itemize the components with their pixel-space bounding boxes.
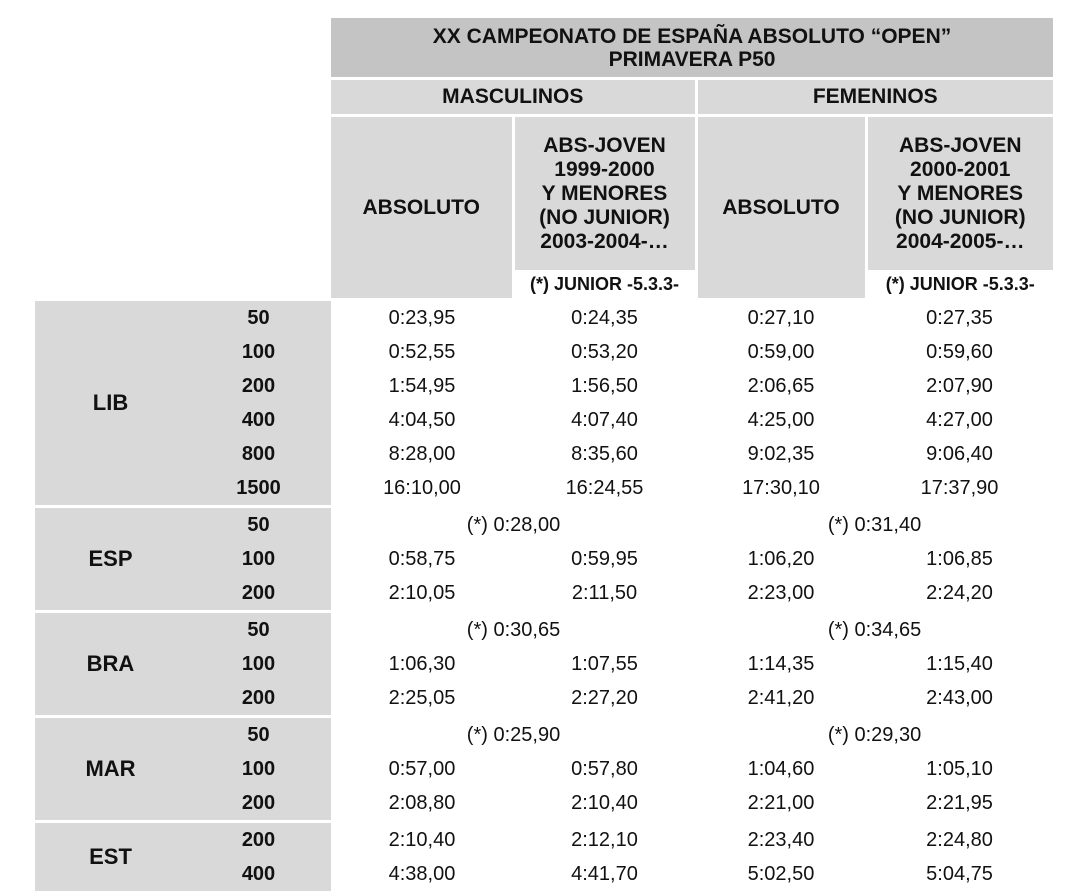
table-row bbox=[35, 542, 1053, 576]
m-joven-line: (NO JUNIOR) bbox=[515, 206, 695, 230]
masculinos-merged-time: (*) 0:25,90 bbox=[331, 717, 696, 753]
m-absoluto-time: 1:06,30 bbox=[331, 647, 513, 681]
f-joven-time: 4:27,00 bbox=[866, 403, 1053, 437]
m-joven-time: 4:41,70 bbox=[513, 857, 696, 891]
distance-label: 200 bbox=[186, 822, 331, 858]
event-label: ESP bbox=[35, 507, 186, 612]
f-absoluto-time: 2:06,65 bbox=[696, 369, 866, 403]
table-row bbox=[35, 612, 1053, 648]
m-junior-note: (*) JUNIOR -5.3.3- bbox=[513, 270, 696, 300]
masculinos-merged-time: (*) 0:30,65 bbox=[331, 612, 696, 648]
f-joven-time: 2:07,90 bbox=[866, 369, 1053, 403]
m-joven-time: 2:27,20 bbox=[513, 681, 696, 717]
masculinos-header: MASCULINOS bbox=[331, 79, 696, 116]
distance-label: 50 bbox=[186, 300, 331, 336]
f-joven-line: ABS-JOVEN bbox=[868, 134, 1054, 158]
distance-label: 200 bbox=[186, 786, 331, 822]
distance-label: 200 bbox=[186, 369, 331, 403]
table-row bbox=[35, 786, 1053, 822]
m-joven-time: 1:07,55 bbox=[513, 647, 696, 681]
f-joven-time: 2:43,00 bbox=[866, 681, 1053, 717]
m-absoluto-time: 0:23,95 bbox=[331, 300, 513, 336]
f-joven-time: 1:06,85 bbox=[866, 542, 1053, 576]
f-absoluto-time: 0:59,00 bbox=[696, 335, 866, 369]
f-joven-time: 2:24,80 bbox=[866, 822, 1053, 858]
f-absoluto-time: 2:41,20 bbox=[696, 681, 866, 717]
m-joven-time: 2:11,50 bbox=[513, 576, 696, 612]
f-joven-header bbox=[866, 116, 1053, 271]
f-absoluto-header: ABSOLUTO bbox=[696, 116, 866, 300]
m-joven-time: 0:57,80 bbox=[513, 752, 696, 786]
distance-label: 50 bbox=[186, 612, 331, 648]
m-absoluto-time: 4:04,50 bbox=[331, 403, 513, 437]
m-joven-time: 4:07,40 bbox=[513, 403, 696, 437]
f-joven-time: 5:04,75 bbox=[866, 857, 1053, 891]
f-joven-line: 2004-2005-… bbox=[868, 230, 1054, 254]
table-row bbox=[35, 822, 1053, 858]
m-absoluto-time: 0:57,00 bbox=[331, 752, 513, 786]
femeninos-merged-time: (*) 0:29,30 bbox=[696, 717, 1053, 753]
distance-label: 1500 bbox=[186, 471, 331, 507]
table-row bbox=[35, 576, 1053, 612]
f-joven-time: 1:15,40 bbox=[866, 647, 1053, 681]
distance-label: 200 bbox=[186, 681, 331, 717]
table-row bbox=[35, 717, 1053, 753]
corner-blank bbox=[35, 18, 331, 300]
m-absoluto-time: 2:10,40 bbox=[331, 822, 513, 858]
f-absoluto-time: 1:06,20 bbox=[696, 542, 866, 576]
femeninos-merged-time: (*) 0:31,40 bbox=[696, 507, 1053, 543]
f-absoluto-time: 2:23,00 bbox=[696, 576, 866, 612]
f-joven-time: 2:21,95 bbox=[866, 786, 1053, 822]
f-joven-time: 9:06,40 bbox=[866, 437, 1053, 471]
femeninos-merged-time: (*) 0:34,65 bbox=[696, 612, 1053, 648]
f-absoluto-time: 0:27,10 bbox=[696, 300, 866, 336]
f-absoluto-time: 2:21,00 bbox=[696, 786, 866, 822]
distance-label: 50 bbox=[186, 717, 331, 753]
femeninos-header: FEMENINOS bbox=[696, 79, 1053, 116]
m-joven-time: 2:10,40 bbox=[513, 786, 696, 822]
distance-label: 400 bbox=[186, 857, 331, 891]
table-row bbox=[35, 857, 1053, 891]
event-label: MAR bbox=[35, 717, 186, 822]
event-label: EST bbox=[35, 822, 186, 891]
table-row bbox=[35, 507, 1053, 543]
distance-label: 50 bbox=[186, 507, 331, 543]
f-absoluto-time: 2:23,40 bbox=[696, 822, 866, 858]
m-joven-time: 16:24,55 bbox=[513, 471, 696, 507]
m-absoluto-time: 2:10,05 bbox=[331, 576, 513, 612]
f-joven-line: 2000-2001 bbox=[868, 158, 1054, 182]
f-joven-line: Y MENORES bbox=[868, 182, 1054, 206]
championship-title bbox=[331, 18, 1053, 79]
f-joven-time: 17:37,90 bbox=[866, 471, 1053, 507]
m-absoluto-time: 1:54,95 bbox=[331, 369, 513, 403]
m-joven-time: 0:53,20 bbox=[513, 335, 696, 369]
m-absoluto-time: 2:08,80 bbox=[331, 786, 513, 822]
m-joven-line: Y MENORES bbox=[515, 182, 695, 206]
f-absoluto-time: 17:30,10 bbox=[696, 471, 866, 507]
table-row bbox=[35, 752, 1053, 786]
event-label: BRA bbox=[35, 612, 186, 717]
table-row bbox=[35, 403, 1053, 437]
f-junior-note: (*) JUNIOR -5.3.3- bbox=[866, 270, 1053, 300]
m-joven-time: 0:24,35 bbox=[513, 300, 696, 336]
event-label: LIB bbox=[35, 300, 186, 507]
f-absoluto-time: 1:14,35 bbox=[696, 647, 866, 681]
m-joven-time: 1:56,50 bbox=[513, 369, 696, 403]
table-row bbox=[35, 369, 1053, 403]
masculinos-merged-time: (*) 0:28,00 bbox=[331, 507, 696, 543]
m-absoluto-time: 16:10,00 bbox=[331, 471, 513, 507]
distance-label: 200 bbox=[186, 576, 331, 612]
table-row bbox=[35, 437, 1053, 471]
m-absoluto-time: 0:58,75 bbox=[331, 542, 513, 576]
m-joven-line: 1999-2000 bbox=[515, 158, 695, 182]
m-joven-header bbox=[513, 116, 696, 271]
m-absoluto-time: 0:52,55 bbox=[331, 335, 513, 369]
table-row bbox=[35, 300, 1053, 336]
m-absoluto-header: ABSOLUTO bbox=[331, 116, 513, 300]
m-absoluto-time: 8:28,00 bbox=[331, 437, 513, 471]
title-line-2: PRIMAVERA P50 bbox=[331, 48, 1053, 71]
f-joven-line: (NO JUNIOR) bbox=[868, 206, 1054, 230]
f-joven-time: 0:59,60 bbox=[866, 335, 1053, 369]
table-row bbox=[35, 335, 1053, 369]
f-absoluto-time: 1:04,60 bbox=[696, 752, 866, 786]
m-joven-time: 2:12,10 bbox=[513, 822, 696, 858]
m-absoluto-time: 2:25,05 bbox=[331, 681, 513, 717]
f-joven-time: 0:27,35 bbox=[866, 300, 1053, 336]
f-joven-time: 2:24,20 bbox=[866, 576, 1053, 612]
title-line-1: XX CAMPEONATO DE ESPAÑA ABSOLUTO “OPEN” bbox=[331, 25, 1053, 48]
distance-label: 100 bbox=[186, 752, 331, 786]
m-joven-line: ABS-JOVEN bbox=[515, 134, 695, 158]
m-absoluto-time: 4:38,00 bbox=[331, 857, 513, 891]
table-row bbox=[35, 471, 1053, 507]
distance-label: 100 bbox=[186, 647, 331, 681]
m-joven-time: 0:59,95 bbox=[513, 542, 696, 576]
m-joven-line: 2003-2004-… bbox=[515, 230, 695, 254]
f-absoluto-time: 9:02,35 bbox=[696, 437, 866, 471]
times-table bbox=[35, 18, 1053, 891]
distance-label: 800 bbox=[186, 437, 331, 471]
distance-label: 100 bbox=[186, 335, 331, 369]
table-row bbox=[35, 647, 1053, 681]
m-joven-time: 8:35,60 bbox=[513, 437, 696, 471]
distance-label: 100 bbox=[186, 542, 331, 576]
f-absoluto-time: 4:25,00 bbox=[696, 403, 866, 437]
f-joven-time: 1:05,10 bbox=[866, 752, 1053, 786]
distance-label: 400 bbox=[186, 403, 331, 437]
table-row bbox=[35, 681, 1053, 717]
f-absoluto-time: 5:02,50 bbox=[696, 857, 866, 891]
